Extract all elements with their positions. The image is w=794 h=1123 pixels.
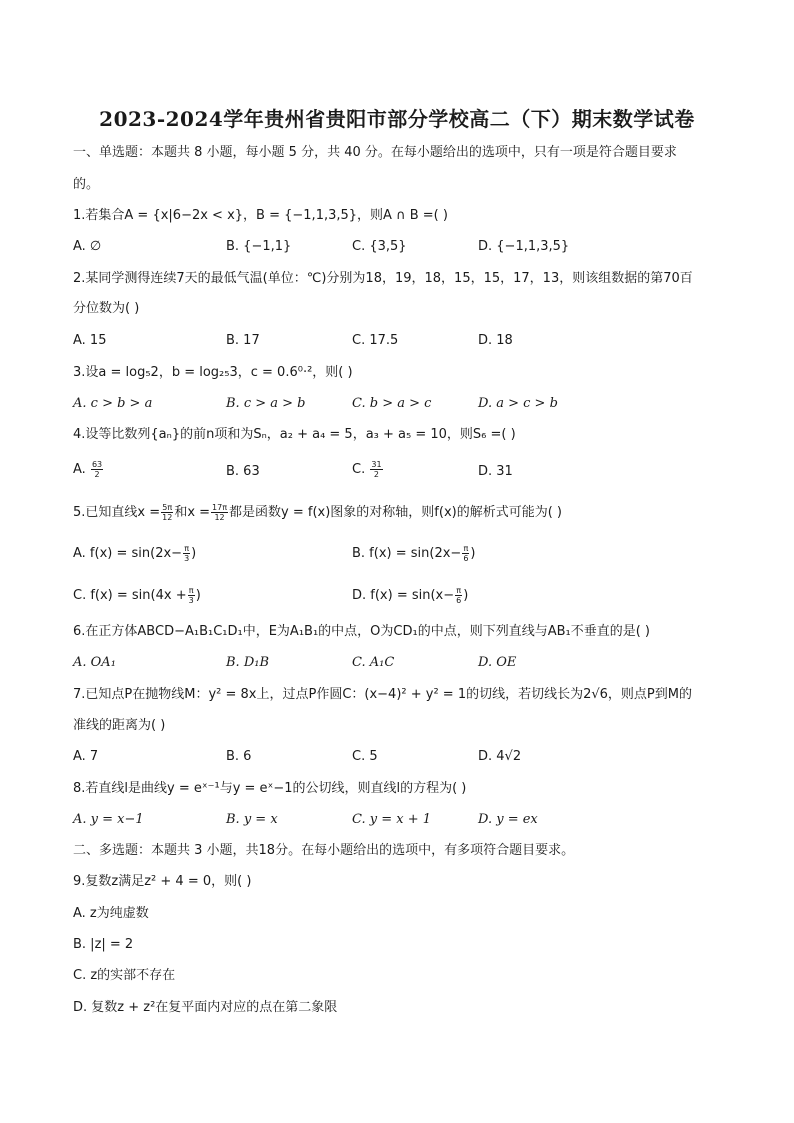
q7-option-a: A. 7 — [73, 749, 99, 764]
q5-a-part1: A. f(x) = sin(2x− — [73, 546, 183, 561]
q2-option-d: D. 18 — [478, 333, 513, 348]
q8-stem: 8.若直线l是曲线y = eˣ⁻¹与y = eˣ−1的公切线，则直线l的方程为( ) — [73, 781, 467, 796]
q8-option-a: A. y = x−1 — [73, 812, 144, 827]
q5-stem-part3: 都是函数y = f(x)图象的对称轴，则f(x)的解析式可能为( ) — [229, 505, 562, 520]
q4-option-a-label: A. — [73, 462, 86, 477]
section1-heading-line2: 的。 — [73, 177, 100, 192]
q1-option-d: D. {−1,1,3,5} — [478, 239, 570, 254]
q9-option-c: C. z的实部不存在 — [73, 968, 176, 983]
q5-option-b — [352, 544, 475, 563]
q5-d-part1: D. f(x) = sin(x− — [352, 588, 455, 603]
q5-c-part2: ) — [195, 588, 201, 603]
q5-stem — [73, 503, 562, 522]
q5-c-fraction — [188, 586, 195, 605]
q4-option-d: D. 31 — [478, 464, 513, 479]
q4-a-numerator: 63 — [91, 460, 103, 469]
q3-option-d: D. a > c > b — [478, 396, 558, 411]
q3-option-c: C. b > a > c — [352, 396, 432, 411]
q5-f2-numerator: 17π — [212, 503, 228, 512]
q3-option-a: A. c > b > a — [73, 396, 153, 411]
q7-option-c: C. 5 — [352, 749, 378, 764]
q8-option-b: B. y = x — [226, 812, 278, 827]
q5-fraction-2 — [211, 503, 228, 522]
q4-option-a — [73, 460, 104, 479]
q7-stem-line1: 7.已知点P在抛物线M：y² = 8x上，过点P作圆C：(x−4)² + y² = 1的切线，若切线长为2√6，则点P到M的 — [73, 687, 692, 702]
exam-title: 2023-2024学年贵州省贵阳市部分学校高二（下）期末数学试卷 — [99, 107, 695, 131]
q6-option-c: C. A₁C — [352, 655, 395, 670]
q5-stem-part2: 和x = — [174, 505, 211, 520]
q8-option-c: C. y = x + 1 — [352, 812, 432, 827]
q4-c-numerator: 31 — [371, 460, 382, 469]
q3-option-b: B. c > a > b — [226, 396, 306, 411]
q4-option-c-fraction — [370, 460, 382, 479]
q5-fraction-1 — [161, 503, 173, 522]
q5-c-denominator: 3 — [188, 596, 194, 605]
q4-option-c — [352, 460, 384, 479]
q2-option-c: C. 17.5 — [352, 333, 399, 348]
q4-a-denominator: 2 — [94, 470, 100, 479]
q4-option-c-label: C. — [352, 462, 366, 477]
q4-stem: 4.设等比数列{aₙ}的前n项和为Sₙ，a₂ + a₄ = 5，a₃ + a₅ = 10，则S₆ =( ) — [73, 427, 516, 442]
q6-stem: 6.在正方体ABCD−A₁B₁C₁D₁中，E为A₁B₁的中点，O为CD₁的中点，则下列直线与AB₁不垂直的是( ) — [73, 624, 650, 639]
q5-a-numerator: π — [184, 544, 190, 553]
q4-c-denominator: 2 — [373, 470, 379, 479]
q6-option-a: A. OA₁ — [73, 655, 116, 670]
q7-option-d: D. 4√2 — [478, 749, 522, 764]
section2-heading: 二、多选题：本题共 3 小题，共18分。在每小题给出的选项中，有多项符合题目要求。 — [73, 843, 575, 858]
q7-stem-line2: 准线的距离为( ) — [73, 718, 166, 733]
q5-f1-numerator: 5π — [162, 503, 173, 512]
q5-b-numerator: π — [463, 544, 469, 553]
q5-f1-denominator: 12 — [162, 513, 173, 522]
q9-option-a: A. z为纯虚数 — [73, 906, 149, 921]
q5-a-part2: ) — [191, 546, 197, 561]
q5-a-fraction — [183, 544, 190, 563]
section1-heading-line1: 一、单选题：本题共 8 小题，每小题 5 分，共 40 分。在每小题给出的选项中，只有一项是符合题目要求 — [73, 145, 677, 160]
q5-stem-part1: 5.已知直线x = — [73, 505, 161, 520]
q5-c-part1: C. f(x) = sin(4x + — [73, 588, 187, 603]
q5-d-numerator: π — [456, 586, 462, 595]
q5-option-a — [73, 544, 196, 563]
q5-f2-denominator: 12 — [214, 513, 225, 522]
q5-d-fraction — [455, 586, 462, 605]
q5-d-denominator: 6 — [456, 596, 462, 605]
q1-option-c: C. {3,5} — [352, 239, 407, 254]
q3-stem: 3.设a = log₅2，b = log₂₅3，c = 0.6⁰·²，则( ) — [73, 365, 353, 380]
q5-a-denominator: 3 — [184, 554, 190, 563]
q2-stem-line2: 分位数为( ) — [73, 301, 140, 316]
q2-stem-line1: 2.某同学测得连续7天的最低气温(单位：℃)分别为18，19，18，15，15，17，13，则该组数据的第70百 — [73, 271, 693, 286]
q5-c-numerator: π — [188, 586, 194, 595]
q5-option-c — [73, 586, 201, 605]
q1-stem: 1.若集合A = {x|6−2x < x}，B = {−1,1,3,5}，则A ∩ B =( ) — [73, 208, 448, 223]
q2-option-a: A. 15 — [73, 333, 107, 348]
q9-stem: 9.复数z满足z² + 4 = 0，则( ) — [73, 874, 252, 889]
q5-b-fraction — [462, 544, 469, 563]
q1-option-b: B. {−1,1} — [226, 239, 292, 254]
q5-b-part1: B. f(x) = sin(2x− — [352, 546, 462, 561]
q5-d-part2: ) — [463, 588, 469, 603]
q4-option-a-fraction — [91, 460, 103, 479]
q7-option-b: B. 6 — [226, 749, 252, 764]
q5-b-part2: ) — [470, 546, 476, 561]
q1-option-a: A. ∅ — [73, 239, 102, 254]
q6-option-b: B. D₁B — [226, 655, 270, 670]
q9-option-d: D. 复数z + z²在复平面内对应的点在第二象限 — [73, 1000, 338, 1015]
q5-b-denominator: 6 — [463, 554, 469, 563]
q8-option-d: D. y = ex — [478, 812, 538, 827]
q5-option-d — [352, 586, 468, 605]
q9-option-b: B. |z| = 2 — [73, 937, 134, 952]
q4-option-b: B. 63 — [226, 464, 260, 479]
q2-option-b: B. 17 — [226, 333, 260, 348]
q6-option-d: D. OE — [478, 655, 517, 670]
